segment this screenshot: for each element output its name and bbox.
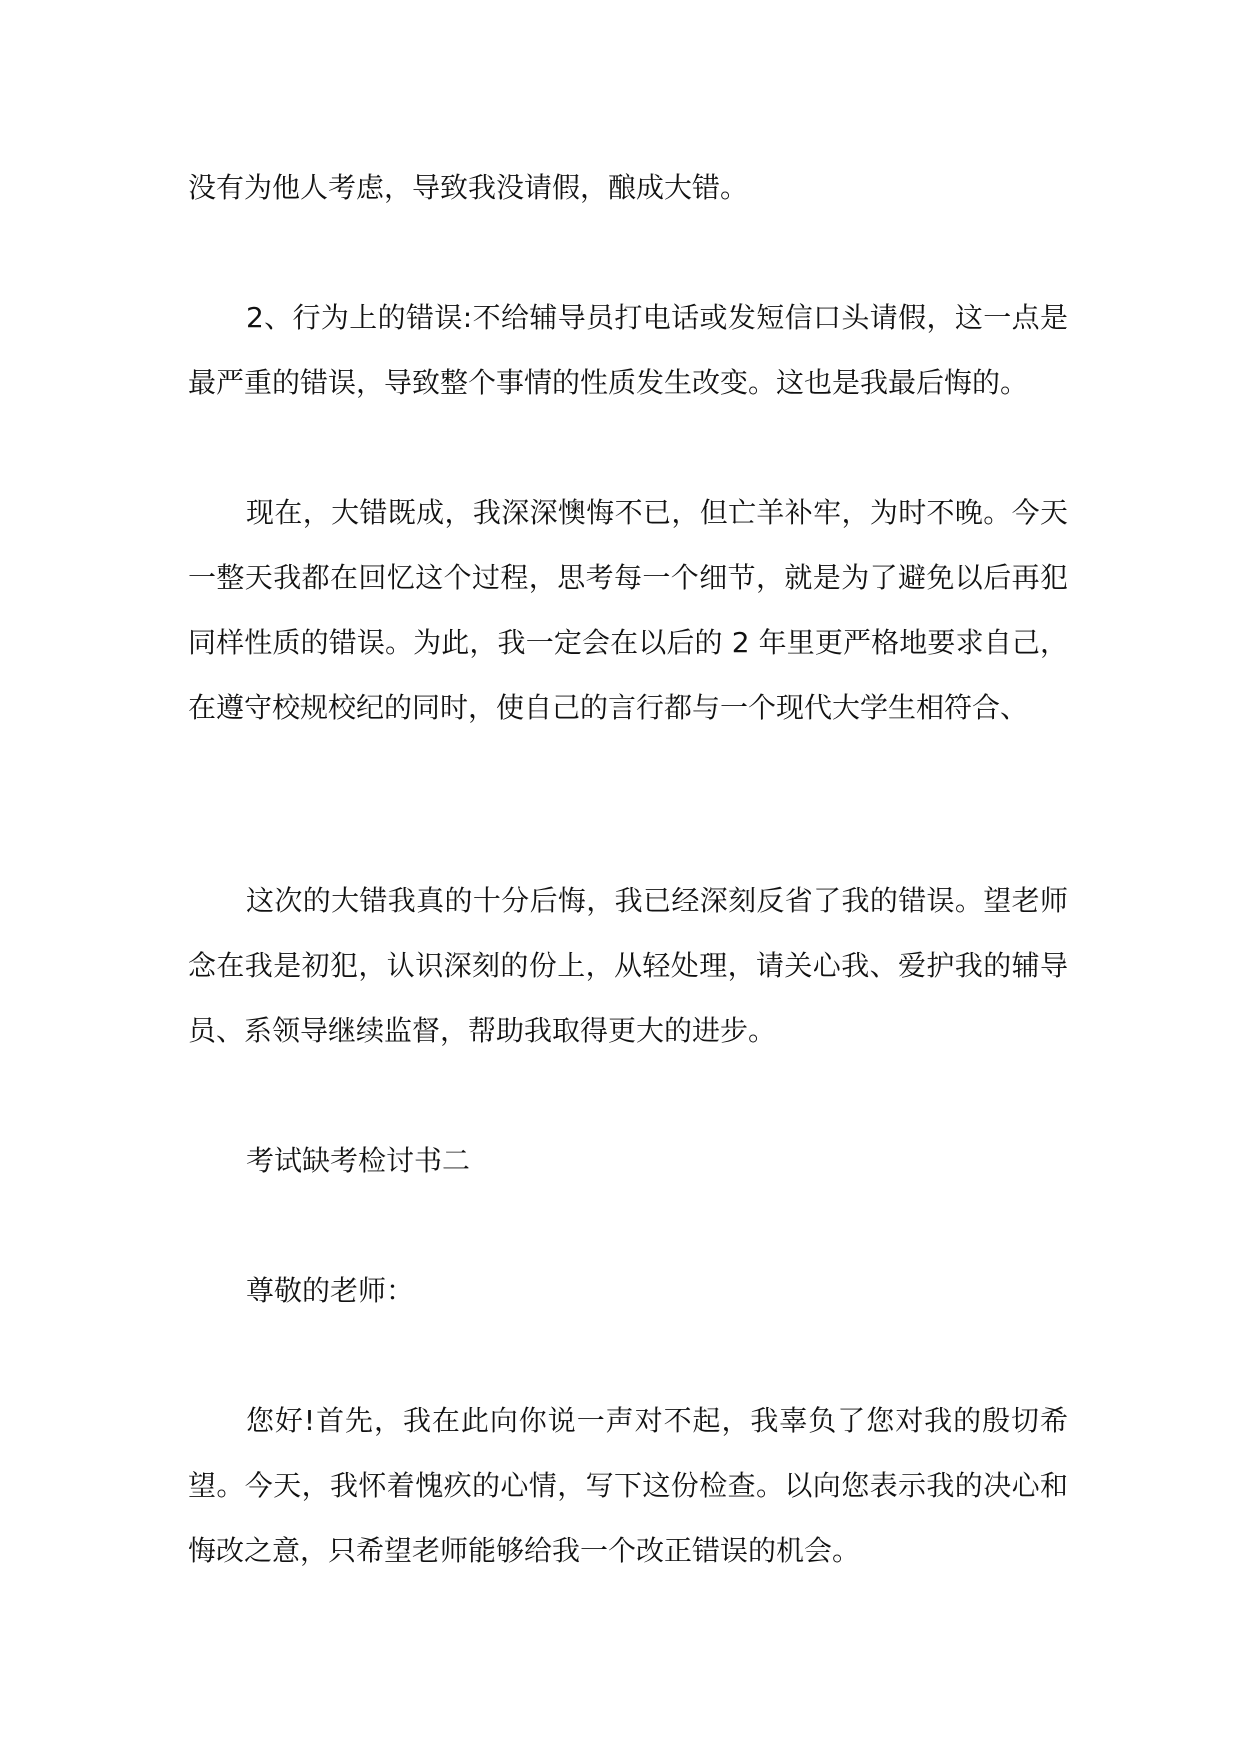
paragraph-apology: 您好!首先，我在此向你说一声对不起，我辜负了您对我的殷切希望。今天，我怀着愧疚的心情，写下这份检查。以向您表示我的决心和悔改之意，只希望老师能够给我一个改正错误的机会。 xyxy=(188,1404,1068,1567)
paragraph-regret: 现在，大错既成，我深深懊悔不已，但亡羊补牢，为时不晚。今天一整天我都在回忆这个过程，思考每一个细节，就是为了避免以后再犯同样性质的错误。为此，我一定会在以后的 2 年里更严格地要求自己，在遵守校规校纪的同时，使自己的言行都与一个现代大学生相符合、 xyxy=(188,496,1068,724)
paragraph-behavior-error: 2、行为上的错误:不给辅导员打电话或发短信口头请假，这一点是最严重的错误，导致整个事情的性质发生改变。这也是我最后悔的。 xyxy=(188,301,1068,399)
salutation: 尊敬的老师： xyxy=(246,1274,415,1307)
paragraph-continuation: 没有为他人考虑，导致我没请假，酿成大错。 xyxy=(188,171,749,204)
paragraph-plea: 这次的大错我真的十分后悔，我已经深刻反省了我的错误。望老师念在我是初犯，认识深刻的份上，从轻处理，请关心我、爱护我的辅导员、系领导继续监督，帮助我取得更大的进步。 xyxy=(188,884,1068,1047)
section-title: 考试缺考检讨书二 xyxy=(246,1144,471,1177)
